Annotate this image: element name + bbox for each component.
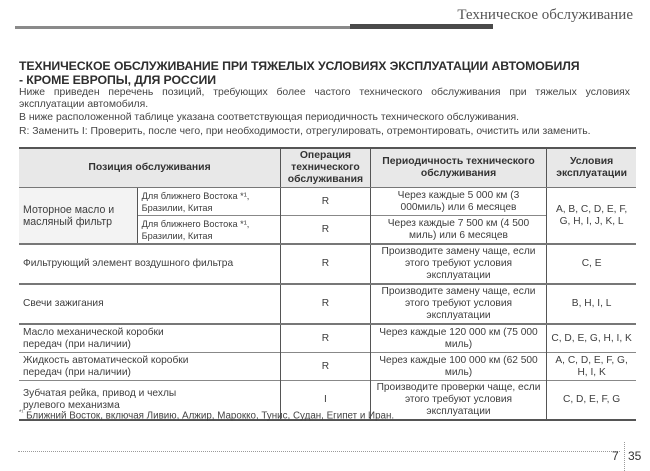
intro-paragraph-2: В ниже расположенной таблице указана соответствующая периодичность технического обслуживания. [19,111,519,123]
interval-cell: Через каждые 100 000 км (62 500 миль) [370,353,546,381]
operation-cell: R [281,188,371,216]
header-conditions: Условия эксплуатации [547,148,636,188]
header-operation: Операция технического обслуживания [281,148,371,188]
header-position: Позиция обслуживания [19,148,281,188]
interval-cell: Через каждые 5 000 км (3 000миль) или 6 месяцев [370,188,546,216]
table-row [19,244,636,284]
intro-text [19,87,630,124]
intro-paragraph-1: Ниже приведен перечень позиций, требующих более частого технического обслуживания при тяжелых условиях эксплуатации автомобиля. [19,87,630,111]
region-cell: Для ближнего Востока *¹, Бразилии, Китая [137,216,280,245]
table-row [19,188,636,216]
table-row [19,324,636,353]
table-row [19,284,636,324]
item-cell: Зубчатая рейка, привод и чехлы рулевого механизма [19,381,281,421]
page-number: 35 [628,449,642,463]
footer-page-divider [624,442,625,471]
header-rule [15,26,350,29]
item-cell: Фильтрующий элемент воздушного фильтра [19,244,281,284]
operation-cell: R [281,284,371,324]
header-interval: Периодичность технического обслуживания [370,148,546,188]
conditions-cell: B, H, I, L [547,284,636,324]
header-accent-bar [350,24,493,29]
maintenance-table [19,147,636,421]
operation-legend: R: Заменить I: Проверить, после чего, при необходимости, отрегулировать, отремонтировать, очистить или заменить. [19,126,591,137]
conditions-cell: C, E [547,244,636,284]
item-cell: Жидкость автоматической коробки передач (при наличии) [19,353,281,381]
conditions-cell: A, B, C, D, E, F, G, H, I, J, K, L [547,188,636,245]
operation-cell: R [281,244,371,284]
interval-cell: Производите замену чаще, если этого требуют условия эксплуатации [370,244,546,284]
interval-cell: Через каждые 7 500 км (4 500 миль) или 6 месяцев [370,216,546,245]
chapter-number: 7 [612,449,619,463]
operation-cell: I [281,381,371,421]
interval-cell: Через каждые 120 000 км (75 000 миль) [370,324,546,353]
operation-cell: R [281,216,371,245]
conditions-cell: A, C, D, E, F, G, H, I, K [547,353,636,381]
operation-cell: R [281,353,371,381]
item-cell: Свечи зажигания [19,284,281,324]
interval-cell: Производите проверки чаще, если этого требуют условия эксплуатации [370,381,546,421]
running-title: Техническое обслуживание [457,7,633,23]
footnote-text: Ближний Восток, включая Ливию, Алжир, Марокко, Тунис, Судан, Египет и Иран. [23,410,395,422]
conditions-cell: C, D, E, G, H, I, K [547,324,636,353]
table-header-row [19,148,636,188]
conditions-cell: C, D, E, F, G [547,381,636,421]
interval-cell: Производите замену чаще, если этого требуют условия эксплуатации [370,284,546,324]
section-title-line1: ТЕХНИЧЕСКОЕ ОБСЛУЖИВАНИЕ ПРИ ТЯЖЕЛЫХ УСЛОВИЯХ ЭКСПЛУАТАЦИИ АВТОМОБИЛЯ [19,59,580,73]
footer-dotted-rule [18,451,620,452]
section-title [19,59,619,87]
footnote-mark: *¹ [19,410,24,416]
region-cell: Для ближнего Востока *¹, Бразилии, Китая [137,188,280,216]
item-cell: Моторное масло и масляный фильтр [19,188,137,245]
item-cell: Масло механической коробки передач (при наличии) [19,324,281,353]
operation-cell: R [281,324,371,353]
section-title-line2: - КРОМЕ ЕВРОПЫ, ДЛЯ РОССИИ [19,73,216,87]
table-row [19,353,636,381]
footnote [19,410,394,421]
